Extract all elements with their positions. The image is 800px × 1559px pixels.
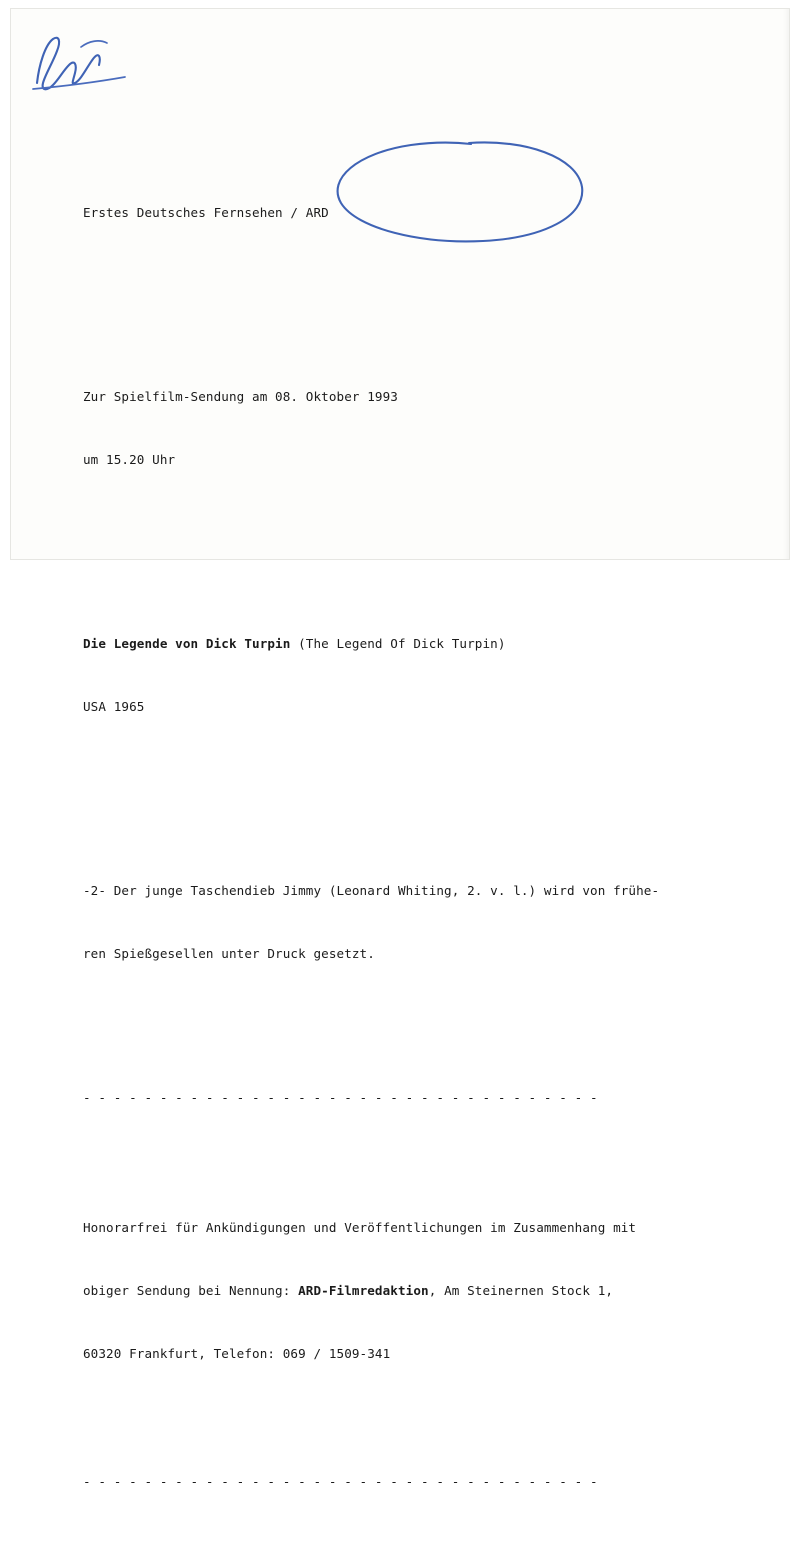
broadcast-date-line: Zur Spielfilm-Sendung am 08. Oktober 1993 xyxy=(83,389,398,404)
rights-notice-line-2-post: , Am Steinernen Stock 1, xyxy=(428,1283,614,1298)
rights-notice-line-2 xyxy=(83,1280,723,1301)
rights-notice xyxy=(83,1175,723,1406)
document-text-block xyxy=(83,97,723,1559)
photo-caption xyxy=(83,838,723,1006)
scanned-sheet xyxy=(10,8,790,1489)
broadcast-time-line: um 15.20 Uhr xyxy=(83,452,176,467)
divider-top: - - - - - - - - - - - - - - - - - - - - - - - - - - - - - - - - - - xyxy=(83,1090,598,1105)
photo-caption-line-1: -2- Der junge Taschendieb Jimmy (Leonard Whiting, 2. v. l.) wird von frühe- xyxy=(83,883,660,898)
film-title-spacer xyxy=(290,636,298,651)
film-origin-line: USA 1965 xyxy=(83,699,145,714)
broadcaster-header-line: Erstes Deutsches Fernsehen / ARD xyxy=(83,205,329,220)
film-title-block xyxy=(83,591,723,759)
rights-notice-department: ARD-Filmredaktion xyxy=(298,1283,429,1298)
divider-bottom: - - - - - - - - - - - - - - - - - - - - - - - - - - - - - - - - - - xyxy=(83,1474,598,1489)
rights-notice-line-1: Honorarfrei für Ankündigungen und Veröffentlichungen im Zusammenhang mit xyxy=(83,1220,637,1235)
broadcast-info xyxy=(83,344,723,512)
rights-notice-line-3: 60320 Frankfurt, Telefon: 069 / 1509-341 xyxy=(83,1346,391,1361)
film-title-german: Die Legende von Dick Turpin xyxy=(83,636,291,651)
film-title-line xyxy=(83,633,723,654)
film-title-english: (The Legend Of Dick Turpin) xyxy=(298,636,506,651)
rights-notice-line-2-pre: obiger Sendung bei Nennung: xyxy=(83,1283,299,1298)
broadcaster-header xyxy=(83,160,723,265)
photo-caption-line-2: ren Spießgesellen unter Druck gesetzt. xyxy=(83,946,375,961)
handwritten-signature-annotation xyxy=(29,31,139,101)
